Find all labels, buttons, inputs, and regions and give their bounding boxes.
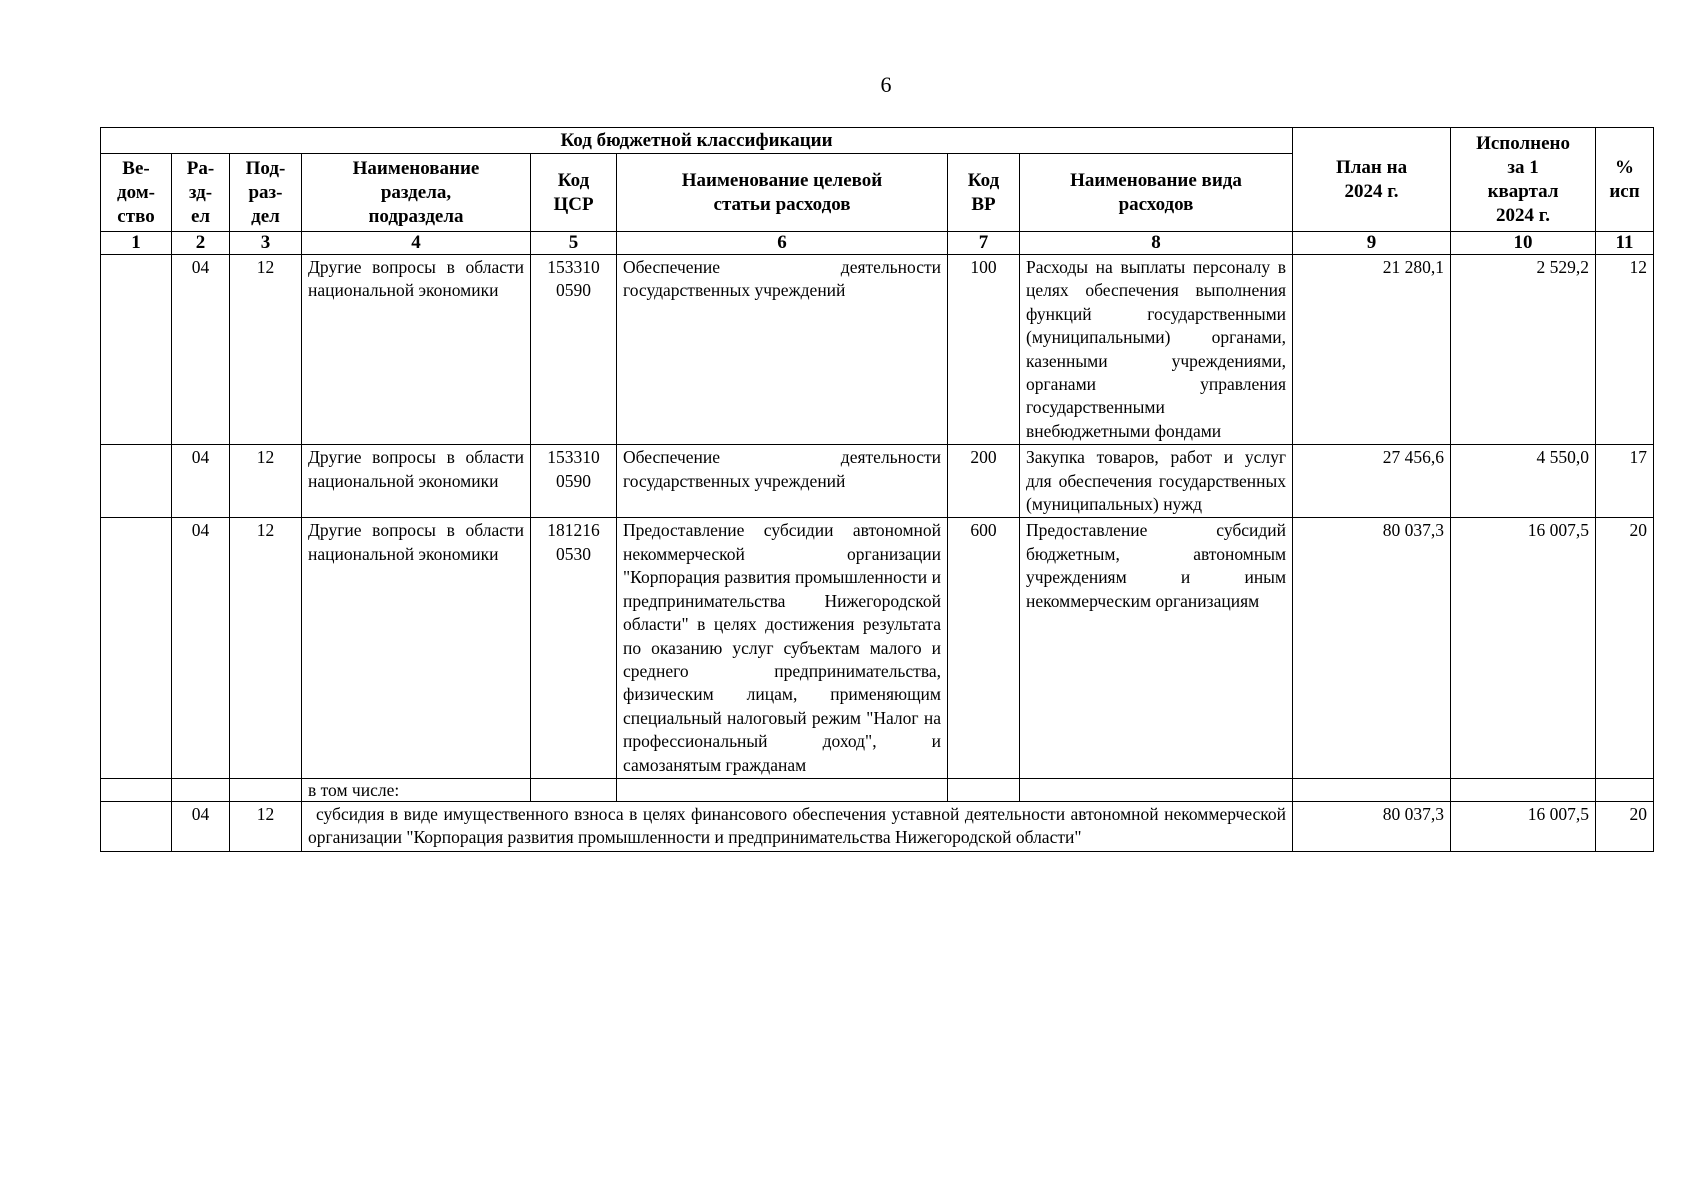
cell-csr: 181216 0530	[531, 518, 617, 778]
cell-podrazdel: 12	[230, 518, 302, 778]
empty-cell	[948, 778, 1020, 801]
empty-cell	[1596, 778, 1654, 801]
col-header-percent: % исп	[1596, 128, 1654, 232]
empty-cell	[172, 778, 230, 801]
cell-subsidy-text: субсидия в виде имущественного взноса в целях финансового обеспечения уставной деятельности автономной некоммерческой организации "Корпорация развития промышленности и предпринимательства Нижегородской области"	[302, 801, 1293, 851]
cell-target-name: Обеспечение деятельности государственных учреждений	[617, 445, 948, 518]
cell-expense-type: Закупка товаров, работ и услуг для обеспечения государственных (муниципальных) нужд	[1020, 445, 1293, 518]
col-header-vedomstvo: Ве- дом- ство	[101, 154, 172, 232]
col-number: 10	[1451, 232, 1596, 255]
cell-percent: 20	[1596, 518, 1654, 778]
empty-cell	[1020, 778, 1293, 801]
cell-csr: 153310 0590	[531, 255, 617, 445]
including-row	[101, 778, 1654, 801]
table-row	[101, 518, 1654, 778]
including-label: в том числе:	[302, 778, 531, 801]
cell-done: 2 529,2	[1451, 255, 1596, 445]
sub-row	[101, 801, 1654, 851]
empty-cell	[617, 778, 948, 801]
table-header	[101, 128, 1654, 255]
cell-expense-type: Предоставление субсидий бюджетным, автономным учреждениям и иным некоммерческим организациям	[1020, 518, 1293, 778]
cell-razdel: 04	[172, 255, 230, 445]
col-number: 5	[531, 232, 617, 255]
cell-razdel: 04	[172, 518, 230, 778]
empty-cell	[101, 778, 172, 801]
cell-section-name: Другие вопросы в области национальной экономики	[302, 255, 531, 445]
cell-vedomstvo	[101, 255, 172, 445]
col-header-csr: Код ЦСР	[531, 154, 617, 232]
cell-plan: 27 456,6	[1293, 445, 1451, 518]
col-header-razdel: Ра- зд- ел	[172, 154, 230, 232]
col-header-podrazdel: Под- раз- дел	[230, 154, 302, 232]
cell-razdel: 04	[172, 445, 230, 518]
column-numbers-row	[101, 232, 1654, 255]
cell-podrazdel: 12	[230, 445, 302, 518]
col-header-expense-type: Наименование вида расходов	[1020, 154, 1293, 232]
col-header-target-name: Наименование целевой статьи расходов	[617, 154, 948, 232]
cell-target-name: Обеспечение деятельности государственных учреждений	[617, 255, 948, 445]
cell-expense-type: Расходы на выплаты персоналу в целях обеспечения выполнения функций государственными (муниципальными) органами, казенными учреждениями, органами управления государственными внебюджетными фондами	[1020, 255, 1293, 445]
cell-section-name: Другие вопросы в области национальной экономики	[302, 518, 531, 778]
cell-podrazdel: 12	[230, 255, 302, 445]
cell-vr: 600	[948, 518, 1020, 778]
cell-percent: 20	[1596, 801, 1654, 851]
cell-vr: 200	[948, 445, 1020, 518]
cell-plan: 80 037,3	[1293, 801, 1451, 851]
group-header: Код бюджетной классификации	[101, 128, 1293, 154]
cell-percent: 12	[1596, 255, 1654, 445]
budget-table	[100, 127, 1654, 852]
cell-podrazdel: 12	[230, 801, 302, 851]
cell-target-name: Предоставление субсидии автономной некоммерческой организации "Корпорация развития промышленности и предпринимательства Нижегородской области" в целях достижения результата по оказанию услуг субъектам малого и среднего предпринимательства, физическим лицам, применяющим специальный налоговый режим "Налог на профессиональный доход", и самозанятым гражданам	[617, 518, 948, 778]
table-row	[101, 255, 1654, 445]
table-row	[101, 445, 1654, 518]
empty-cell	[1293, 778, 1451, 801]
cell-vr: 100	[948, 255, 1020, 445]
cell-plan: 80 037,3	[1293, 518, 1451, 778]
cell-vedomstvo	[101, 445, 172, 518]
col-number: 6	[617, 232, 948, 255]
col-number: 3	[230, 232, 302, 255]
empty-cell	[1451, 778, 1596, 801]
col-number: 1	[101, 232, 172, 255]
cell-razdel: 04	[172, 801, 230, 851]
cell-vedomstvo	[101, 518, 172, 778]
col-header-vr: Код ВР	[948, 154, 1020, 232]
page-number: 6	[880, 72, 892, 97]
col-number: 4	[302, 232, 531, 255]
col-header-done: Исполнено за 1 квартал 2024 г.	[1451, 128, 1596, 232]
col-number: 2	[172, 232, 230, 255]
cell-csr: 153310 0590	[531, 445, 617, 518]
empty-cell	[230, 778, 302, 801]
cell-done: 16 007,5	[1451, 801, 1596, 851]
empty-cell	[101, 801, 172, 851]
empty-cell	[531, 778, 617, 801]
cell-plan: 21 280,1	[1293, 255, 1451, 445]
col-number: 11	[1596, 232, 1654, 255]
col-number: 9	[1293, 232, 1451, 255]
col-number: 7	[948, 232, 1020, 255]
cell-done: 16 007,5	[1451, 518, 1596, 778]
cell-section-name: Другие вопросы в области национальной экономики	[302, 445, 531, 518]
col-header-section-name: Наименование раздела, подраздела	[302, 154, 531, 232]
col-number: 8	[1020, 232, 1293, 255]
col-header-plan: План на 2024 г.	[1293, 128, 1451, 232]
cell-done: 4 550,0	[1451, 445, 1596, 518]
cell-percent: 17	[1596, 445, 1654, 518]
